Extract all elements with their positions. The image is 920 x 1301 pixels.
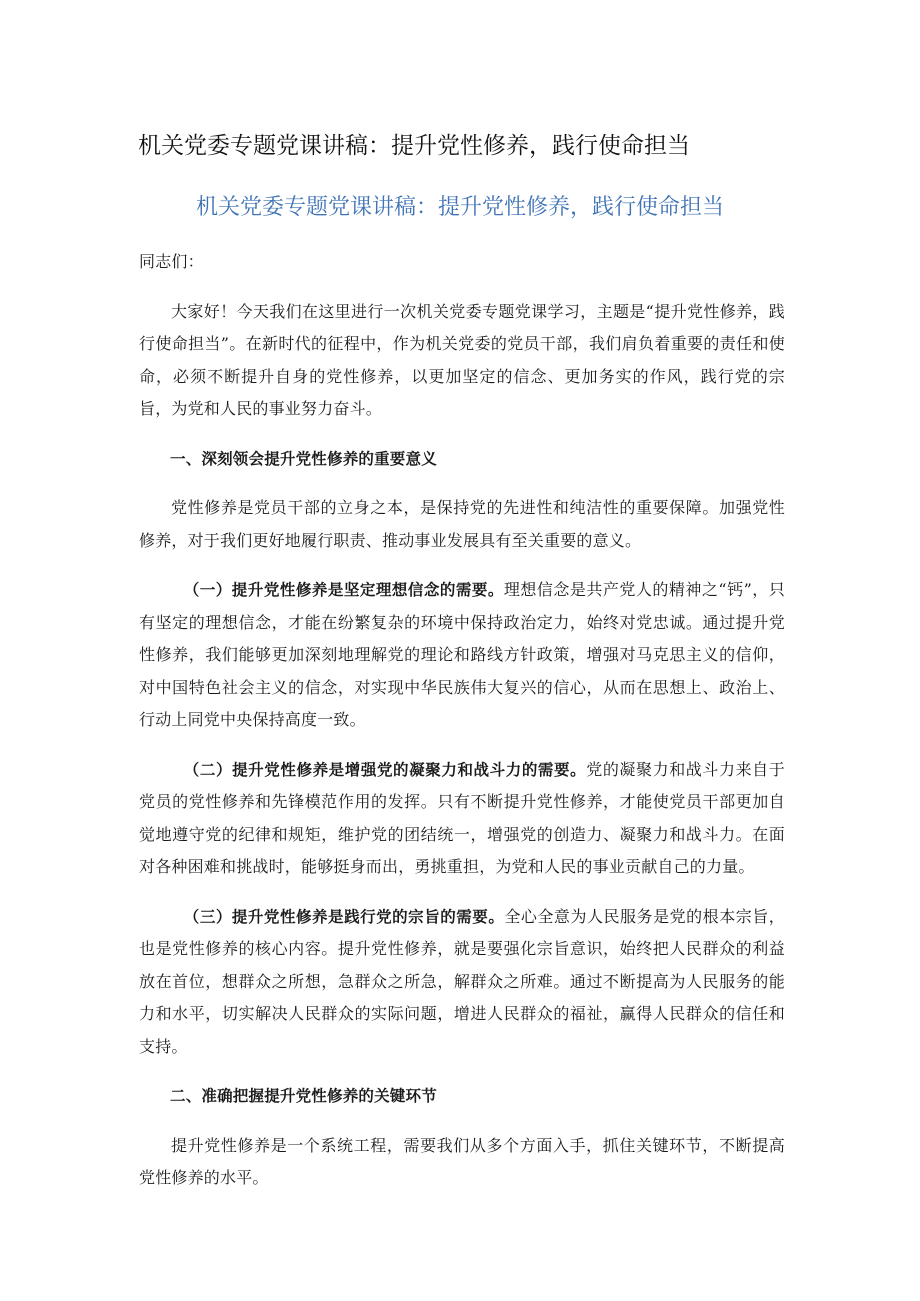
section-2-heading: 二、准确把握提升党性修养的关键环节 (170, 1087, 437, 1105)
section-1-point-2 (139, 754, 785, 884)
section-1-heading: 一、深刻领会提升党性修养的重要意义 (170, 449, 437, 468)
document-heading: 机关党委专题党课讲稿：提升党性修养，践行使命担当 (195, 195, 724, 220)
document-body (139, 246, 785, 1212)
point-3-body: 全心全意为人民服务是党的根本宗旨，也是党性修养的核心内容。提升党性修养，就是要强化宗旨意识，始终把人民群众的利益放在首位，想群众之所想，急群众之所急，解群众之所难。通过不断提高为人民服务的能力和水平，切实解决人民群众的实际问题，增进人民群众的福祉，赢得人民群众的信任和支持。 (139, 906, 785, 1056)
salutation: 同志们： (139, 252, 204, 271)
intro-paragraph: 大家好！今天我们在这里进行一次机关党委专题党课学习，主题是“提升党性修养，践行使命担当”。在新时代的征程中，作为机关党委的党员干部，我们肩负着重要的责任和使命，必须不断提升自身的党性修养，以更加坚定的信念、更加务实的作风，践行党的宗旨，为党和人民的事业努力奋斗。 (139, 301, 785, 418)
point-3-lead: （三）提升党性修养是践行党的宗旨的需要。 (183, 907, 505, 926)
section-1-intro: 党性修养是党员干部的立身之本，是保持党的先进性和纯洁性的重要保障。加强党性修养，对于我们更好地履行职责、推动事业发展具有至关重要的意义。 (139, 498, 785, 550)
point-2-lead: （二）提升党性修养是增强党的凝聚力和战斗力的需要。 (183, 760, 587, 779)
section-1-point-3 (139, 901, 785, 1064)
point-1-lead: （一）提升党性修养是坚定理想信念的需要。 (183, 581, 504, 599)
document-title: 机关党委专题党课讲稿：提升党性修养，践行使命担当 (138, 133, 690, 159)
point-1-body: 理想信念是共产党人的精神之“钙”，只有坚定的理想信念，才能在纷繁复杂的环境中保持政治定力，始终对党忠诚。通过提升党性修养，我们能够更加深刻地理解党的理论和路线方针政策，增强对马克思主义的信仰，对中国特色社会主义的信念，对实现中华民族伟大复兴的信心，从而在思想上、政治上、行动上同党中央保持高度一致。 (139, 580, 785, 729)
section-2-intro: 提升党性修养是一个系统工程，需要我们从多个方面入手，抓住关键环节，不断提高党性修养的水平。 (139, 1135, 785, 1187)
section-1-point-1 (139, 574, 785, 737)
point-2-body: 党的凝聚力和战斗力来自于党员的党性修养和先锋模范作用的发挥。只有不断提升党性修养，才能使党员干部更加自觉地遵守党的纪律和规矩，维护党的团结统一，增强党的创造力、凝聚力和战斗力。在面对各种困难和挑战时，能够挺身而出，勇挑重担，为党和人民的事业贡献自己的力量。 (139, 759, 785, 876)
